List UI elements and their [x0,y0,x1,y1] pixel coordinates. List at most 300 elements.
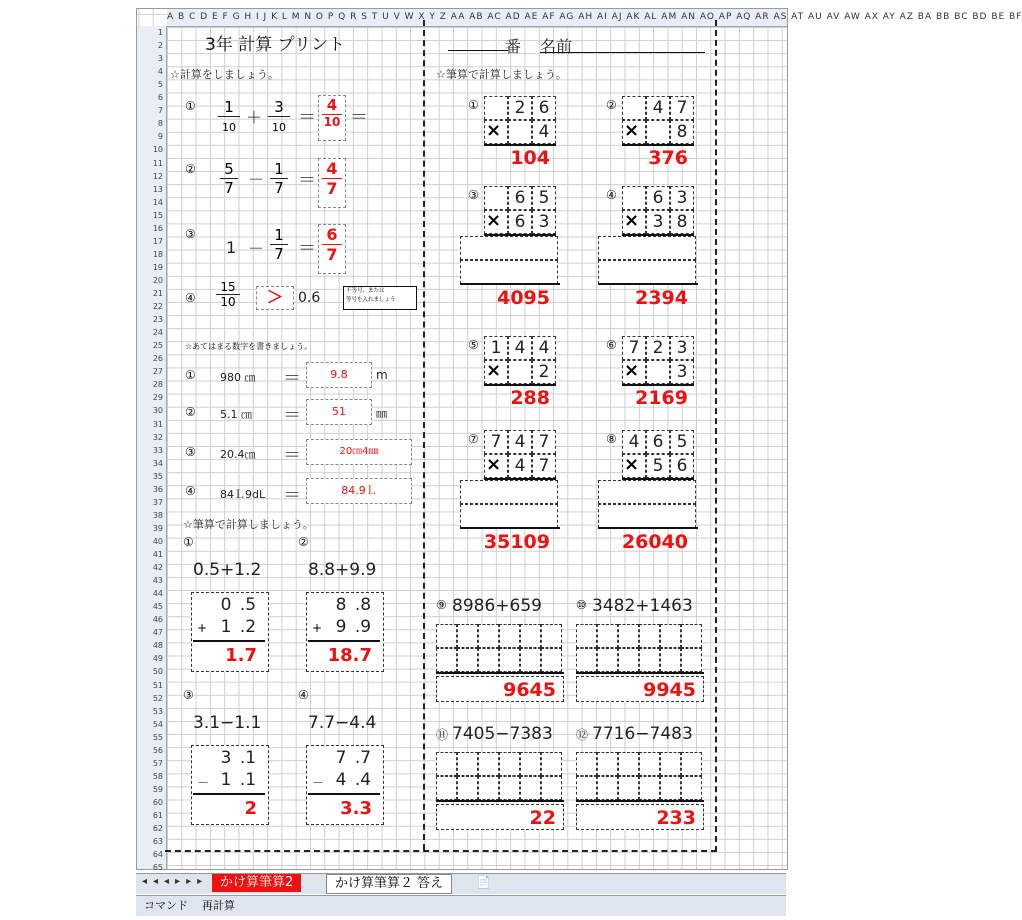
m2-number: ② [606,98,617,112]
m4-top-cell[interactable] [622,186,646,210]
row-number[interactable]: 35 [152,471,163,481]
row-number[interactable]: 42 [152,563,163,573]
h1-expr: 0.5+1.2 [193,560,262,580]
m8-partial1[interactable] [598,480,696,504]
ban-label: 番 [505,37,522,56]
h3-r2-cell: 1 [220,770,232,790]
q3-eq: ＝ [298,238,316,259]
status-bar [136,895,786,916]
m4-bot-cell[interactable]: 3 [646,210,670,234]
right-section-heading: ☆筆算で計算しましょう。 [436,68,567,81]
u3-number: ③ [185,445,196,459]
m3-partial1[interactable] [460,236,558,260]
a12-cell[interactable] [618,752,639,776]
m2-rule [622,144,694,146]
row-number[interactable]: 55 [152,732,163,742]
u4-eq: ＝ [283,485,301,506]
a11-cell[interactable] [457,752,478,776]
row-number[interactable]: 7 [157,106,163,116]
u3-left: 20.4㎝ [220,448,256,461]
u4-answer-box[interactable]: 84.9Ｌ [306,478,412,504]
u2-eq: ＝ [283,405,301,426]
q1-frac-b: 3 10 [268,98,290,135]
m2-bot-cell[interactable]: 8 [670,120,694,144]
a11-cell[interactable] [520,776,541,800]
m1-number: ① [468,98,479,112]
a9-cell[interactable] [499,624,520,648]
u2-number: ② [185,405,196,419]
a12-cell[interactable] [660,776,681,800]
row-number[interactable]: 64 [152,850,163,860]
a9-rule [436,672,564,674]
m3-answer: 4095 [497,287,550,309]
row-number[interactable]: 21 [152,289,163,298]
a9-cell[interactable] [499,648,520,672]
row-number[interactable]: 27 [152,367,163,377]
a10-cell[interactable] [681,648,702,672]
row-number[interactable]: 25 [152,341,163,351]
q2-answer-box[interactable]: 4 7 [318,158,346,208]
m8-partial2[interactable] [598,504,696,528]
row-number[interactable]: 52 [152,693,163,703]
a11-cell[interactable] [499,752,520,776]
a12-cell[interactable] [576,752,597,776]
m5-answer: 288 [510,387,550,409]
h3-r1-cell: .1 [239,748,257,768]
a12-cell[interactable] [681,752,702,776]
name-line [540,52,705,53]
m4-top-cell[interactable]: 6 [646,186,670,210]
a12-cell[interactable] [597,776,618,800]
a12-rule [576,800,704,802]
a11-cell[interactable] [478,776,499,800]
row-number[interactable]: 14 [152,197,163,207]
q1-op: ＋ [246,108,263,127]
row-number[interactable]: 59 [152,784,163,794]
h2-rule [308,640,380,642]
a9-cell[interactable] [457,648,478,672]
row-number[interactable]: 46 [152,615,163,625]
h3-expr: 3.1−1.1 [193,713,262,733]
a10-cell[interactable] [576,624,597,648]
q2-frac-a: $\frac{5}{7}$ [220,160,238,197]
m7-top-cell[interactable]: 7 [484,430,508,454]
h3-r1-cell: 3 [220,748,232,768]
page-title: 3年 計算 プリント [205,35,345,55]
h2-number: ② [298,535,309,549]
m8-number: ⑧ [606,432,617,446]
a9-cell[interactable] [541,648,562,672]
a12-cell[interactable] [639,752,660,776]
row-number[interactable]: 54 [152,719,163,729]
m1-op: × [486,120,502,141]
row-number[interactable]: 1 [157,28,163,37]
m7-rule2 [460,527,560,529]
a10-cell[interactable] [597,648,618,672]
a11-cell[interactable] [478,752,499,776]
h2-r2-cell: .9 [354,617,372,637]
m6-bot-cell[interactable] [646,360,670,384]
h4-r2-cell: .4 [354,770,372,790]
q1-number: ① [185,99,196,113]
row-number[interactable]: 63 [152,837,163,847]
h1-r2-cell: .2 [239,617,257,637]
m3-top-cell[interactable]: 5 [532,186,556,210]
row-number[interactable]: 19 [152,262,163,272]
q2-op: － [248,170,265,189]
h2-expr: 8.8+9.9 [308,560,377,580]
h1-answer: 1.7 [225,645,257,666]
a10-cell[interactable] [660,648,681,672]
h1-r1-cell: 0 [220,595,232,615]
tab-nav-arrows[interactable]: ◂◂◂▸▸▸ [142,876,209,887]
row-number[interactable]: 40 [152,536,163,546]
row-number[interactable]: 17 [152,236,163,246]
m5-rule [484,384,556,386]
m3-top-cell[interactable]: 6 [508,186,532,210]
m3-top-cell[interactable] [484,186,508,210]
m4-partial2[interactable] [598,260,696,284]
h2-r2-cell: 9 [335,617,347,637]
q3-op: － [248,239,265,258]
m7-number: ⑦ [468,432,479,446]
m4-answer: 2394 [635,287,688,309]
m7-top-cell[interactable]: 4 [508,430,532,454]
q4-b: 0.6 [298,290,321,306]
q4-answer-box[interactable]: ＞ [256,286,294,310]
row-number[interactable]: 4 [157,67,163,77]
u1-answer-box[interactable]: 9.8 [306,362,372,388]
row-number[interactable]: 11 [152,158,163,168]
row-number[interactable]: 34 [152,458,163,468]
m4-bot-cell[interactable]: 8 [670,210,694,234]
row-number[interactable]: 62 [152,824,163,834]
a10-cell[interactable] [639,648,660,672]
m2-top-cell[interactable]: 7 [670,96,694,120]
m1-top-cell[interactable] [484,96,508,120]
a11-cell[interactable] [457,776,478,800]
m1-rule [484,144,556,146]
m8-bot-cell[interactable]: 5 [646,454,670,478]
a12-cell[interactable] [681,776,702,800]
u1-number: ① [185,368,196,382]
row-number[interactable]: 28 [152,380,163,390]
status-mode: コマンド [144,899,188,912]
q2-frac-b: $\frac{1}{7}$ [270,160,288,197]
h4-number: ④ [298,688,309,702]
u1-left: 980 ㎝ [220,371,256,384]
a9-cell[interactable] [436,624,457,648]
row-number[interactable]: 38 [152,510,163,520]
row-number[interactable]: 20 [152,275,163,285]
a11-cell[interactable] [499,776,520,800]
m1-answer: 104 [510,147,550,169]
m6-top-cell[interactable]: 3 [670,336,694,360]
m1-bot-cell[interactable] [508,120,532,144]
m6-rule [622,384,694,386]
m7-top-cell[interactable]: 7 [532,430,556,454]
row-number[interactable]: 5 [157,80,163,90]
m5-bot-cell[interactable] [508,360,532,384]
h4-r2-cell: 4 [335,770,347,790]
row-number[interactable]: 6 [157,93,163,103]
m3-rule2 [460,283,560,285]
a11-cell[interactable] [541,776,562,800]
q3-answer-box[interactable]: 6 7 [318,224,346,274]
a11-rule [436,800,564,802]
row-number[interactable]: 8 [157,119,163,129]
a10-cell[interactable] [576,648,597,672]
m7-bot-cell[interactable]: 7 [532,454,556,478]
row-number[interactable]: 29 [152,393,163,403]
h4-r1-cell: 7 [335,748,347,768]
q2-eq: ＝ [298,170,316,191]
m5-op: × [486,360,502,381]
a11-cell[interactable] [436,752,457,776]
row-number[interactable]: 32 [152,432,163,442]
a10-expr: 3482+1463 [592,596,693,616]
name-label: 名前 [540,37,573,56]
m3-bot-cell[interactable]: 3 [532,210,556,234]
m2-answer: 376 [648,147,688,169]
row-number[interactable]: 49 [152,654,163,664]
h4-expr: 7.7−4.4 [308,713,377,733]
m7-bot-cell[interactable]: 4 [508,454,532,478]
row-number[interactable]: 60 [152,797,163,807]
row-number[interactable]: 53 [152,706,163,716]
q1-eq2: ＝ [350,107,368,128]
section2-heading: ☆あてはまる数字を書きましょう。 [185,342,313,351]
m1-top-cell[interactable]: 6 [532,96,556,120]
q2-number: ② [185,162,196,176]
row-number[interactable]: 33 [152,445,163,455]
a10-cell[interactable] [681,624,702,648]
a11-expr: 7405−7383 [452,724,553,744]
a11-cell[interactable] [520,752,541,776]
q1-frac-a: 1 10 [218,98,240,135]
row-number[interactable]: 65 [152,863,163,873]
m6-answer: 2169 [635,387,688,409]
h3-answer: 2 [244,798,257,819]
m7-answer: 35109 [483,531,550,553]
q1-eq: ＝ [298,107,316,128]
h4-op: － [312,776,325,790]
m6-top-cell[interactable]: 2 [646,336,670,360]
row-number[interactable]: 13 [152,184,163,194]
u3-eq: ＝ [283,445,301,466]
u4-left: 84Ｌ9dL [220,488,266,501]
m7-partial2[interactable] [460,504,558,528]
row-number[interactable]: 22 [152,302,163,312]
m2-bot-cell[interactable] [646,120,670,144]
a11-cell[interactable] [436,776,457,800]
h2-op: + [312,621,323,635]
a9-cell[interactable] [457,624,478,648]
row-number[interactable]: 45 [152,602,163,612]
a12-cell[interactable] [618,776,639,800]
row-number[interactable]: 48 [152,641,163,651]
row-number[interactable]: 56 [152,745,163,755]
row-number[interactable]: 18 [152,249,163,259]
row-number[interactable]: 23 [152,315,163,325]
m3-bot-cell[interactable]: 6 [508,210,532,234]
row-number[interactable]: 58 [152,771,163,781]
a9-cell[interactable] [541,624,562,648]
m4-number: ④ [606,188,617,202]
h1-op: + [197,621,208,635]
m1-bot-cell[interactable]: 4 [532,120,556,144]
m5-bot-cell[interactable]: 2 [532,360,556,384]
m6-op: × [624,360,640,381]
m5-top-cell[interactable]: 4 [508,336,532,360]
h4-answer: 3.3 [340,798,372,819]
q1-answer-box[interactable]: 4 10 [318,95,346,141]
a10-cell[interactable] [660,624,681,648]
center-divider [423,20,427,850]
m8-top-cell[interactable]: 6 [646,430,670,454]
a10-number: ⑩ [576,598,587,612]
row-number[interactable]: 3 [157,54,163,64]
a10-cell[interactable] [639,624,660,648]
u2-left: 5.1 ㎝ [220,408,252,421]
row-number[interactable]: 43 [152,576,163,586]
q3-a: 1 [226,238,237,257]
m8-answer: 26040 [621,531,688,553]
u4-number: ④ [185,484,196,498]
tab-answers[interactable]: かけ算筆算２ 答え [326,874,452,894]
h1-rule [193,640,265,642]
row-number[interactable]: 51 [152,680,163,690]
h4-rule [308,793,380,795]
m5-top-cell[interactable]: 1 [484,336,508,360]
row-number[interactable]: 44 [152,589,163,599]
insert-sheet-icon[interactable]: 📄 [476,875,491,889]
row-number[interactable]: 10 [152,145,163,155]
q4-note-box: 不等号、または 等号を入れましょう [343,286,417,310]
u1-unit: m [376,368,388,382]
h2-answer: 18.7 [327,645,372,666]
a9-cell[interactable] [520,624,541,648]
h3-r2-cell: .1 [239,770,257,790]
m4-partial1[interactable] [598,236,696,260]
a9-cell[interactable] [520,648,541,672]
m5-top-cell[interactable]: 4 [532,336,556,360]
q3-frac-b: $\frac{1}{7}$ [270,226,288,263]
row-number[interactable]: 2 [157,41,163,51]
row-number[interactable]: 9 [157,132,163,142]
column-header[interactable]: A B C D E F G H I J K L M N O P Q R S T U V W X Y Z AA AB AC AD AE AF AG AH AI AJ AK AL AM AN AO AP AQ AR AS AT AU AV AW AX AY AZ BA BB BC BD BE BF [167,9,787,27]
m8-bot-cell[interactable]: 6 [670,454,694,478]
a12-cell[interactable] [597,752,618,776]
a9-answer: 9645 [503,679,556,701]
row-number[interactable]: 37 [152,497,163,507]
m4-top-cell[interactable]: 3 [670,186,694,210]
row-number[interactable]: 41 [152,550,163,559]
m4-op: × [624,210,640,231]
h2-r1-cell: .8 [354,595,372,615]
u3-answer-box[interactable]: 20㎝4㎜ [306,439,412,465]
m2-top-cell[interactable] [622,96,646,120]
row-number[interactable]: 26 [152,354,163,364]
row-number[interactable]: 36 [152,484,163,494]
h2-r1-cell: 8 [335,595,347,615]
h3-rule [193,793,265,795]
row-number[interactable]: 61 [152,811,163,820]
h3-number: ③ [183,688,194,702]
row-number[interactable]: 50 [152,667,163,677]
u2-unit: ㎜ [376,407,387,420]
m5-number: ⑤ [468,338,479,352]
m6-bot-cell[interactable]: 3 [670,360,694,384]
m8-top-cell[interactable]: 5 [670,430,694,454]
row-number[interactable]: 24 [152,328,163,338]
a10-cell[interactable] [597,624,618,648]
row-number[interactable]: 30 [152,406,163,416]
row-number[interactable]: 31 [152,419,163,429]
a10-cell[interactable] [618,648,639,672]
a12-expr: 7716−7483 [592,724,693,744]
u2-answer-box[interactable]: 51 [306,399,372,425]
row-number[interactable]: 16 [152,223,163,233]
row-number[interactable]: 12 [152,171,163,181]
section3-heading: ☆筆算で計算しましょう。 [183,518,314,531]
row-header[interactable] [137,26,167,873]
a12-cell[interactable] [639,776,660,800]
a12-cell[interactable] [660,752,681,776]
m6-number: ⑥ [606,338,617,352]
a11-answer: 22 [529,807,556,829]
a9-cell[interactable] [478,624,499,648]
a10-cell[interactable] [618,624,639,648]
m3-op: × [486,210,502,231]
row-number[interactable]: 47 [152,628,163,638]
a9-cell[interactable] [436,648,457,672]
h1-r2-cell: 1 [220,617,232,637]
m2-op: × [624,120,640,141]
m3-partial2[interactable] [460,260,558,284]
tab-active[interactable]: かけ算筆算2 [212,874,301,892]
q4-frac-a: $\frac{15}{10}$ [216,280,240,309]
m8-op: × [624,454,640,475]
a11-number: ⑪ [436,728,449,742]
a10-answer: 9945 [643,679,696,701]
m8-rule2 [598,527,698,529]
a12-cell[interactable] [576,776,597,800]
sheet-tab-bar [136,873,786,894]
a12-number: ⑫ [576,728,589,742]
h4-r1-cell: .7 [354,748,372,768]
m6-top-cell[interactable]: 7 [622,336,646,360]
row-number[interactable]: 15 [152,210,163,220]
m2-top-cell[interactable]: 4 [646,96,670,120]
m8-top-cell[interactable]: 4 [622,430,646,454]
a11-cell[interactable] [541,752,562,776]
section1-heading: ☆計算をしましょう。 [170,68,279,81]
row-number[interactable]: 57 [152,758,163,768]
a9-expr: 8986+659 [452,596,542,616]
q3-number: ③ [185,227,196,241]
number-line [448,50,508,51]
status-recalc: 再計算 [202,899,235,912]
row-number[interactable]: 39 [152,523,163,533]
m7-partial1[interactable] [460,480,558,504]
a9-number: ⑨ [436,598,447,612]
h1-number: ① [183,535,194,549]
a12-answer: 233 [656,807,696,829]
m1-top-cell[interactable]: 2 [508,96,532,120]
q4-number: ④ [185,291,196,305]
a9-cell[interactable] [478,648,499,672]
